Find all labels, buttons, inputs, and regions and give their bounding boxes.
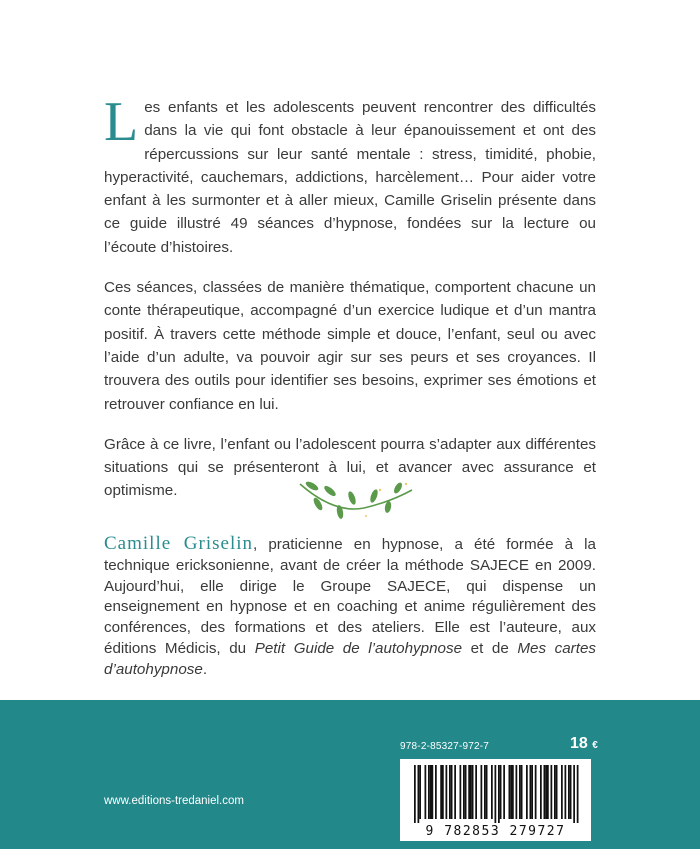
barcode-bar [472, 765, 474, 819]
barcode-bar [442, 765, 444, 819]
barcode-bar [568, 765, 570, 819]
barcode-bar [540, 765, 542, 819]
barcode-bar [460, 765, 462, 819]
book-title-2: Mes cartes d’autohypnose [104, 639, 596, 678]
barcode-bar [510, 765, 512, 819]
barcode-bar [454, 765, 456, 819]
barcode-bar [481, 765, 483, 819]
barcode-bar [491, 765, 493, 819]
barcode-bar [498, 765, 500, 823]
book-title-1: Petit Guide de l’autohypnose [254, 639, 463, 657]
drop-cap: L [104, 91, 139, 153]
barcode-bar [435, 765, 437, 819]
barcode-bar [530, 765, 532, 819]
barcode-bar [516, 765, 518, 819]
blurb-paragraph-1-text: es enfants et les adolescents peuvent rencontrer des difficultés dans la vie qui font obstacle à leur épanouissement et ont des répercussions sur leur santé mentale : stress, timidité, phobie, hyperactivité, cauchemars, addictions, harcèlement… Pour aider votre enfant à les surmonter et à aller mieux, Camille Griselin présente dans ce guide illustré 49 séances d’hypnose, fondées sur la lecture ou l’écoute d’histoires. [104, 99, 596, 256]
barcode-bar [451, 765, 453, 819]
barcode-bar [500, 765, 502, 819]
barcode-bar [531, 765, 533, 819]
barcode-bar [468, 765, 470, 819]
barcode-bar [535, 765, 537, 819]
barcode-bar [561, 765, 563, 819]
blurb [104, 91, 596, 520]
barcode-bar [554, 765, 556, 819]
barcode-bar [449, 765, 451, 819]
barcode-bar [519, 765, 521, 819]
barcode-bar [432, 765, 434, 819]
author-bio-end: . [202, 660, 208, 678]
barcode-digits: 9 782853 279727 [425, 824, 566, 839]
barcode-bar [428, 765, 430, 819]
barcode-bar [521, 765, 523, 819]
barcode-bar [465, 765, 467, 819]
barcode-bar [503, 765, 505, 819]
blurb-paragraph-3: Grâce à ce livre, l’enfant ou l’adolescent pourra s’adapter aux différentes situations qui se présenteront à lui, et avancer avec assurance et optimisme. [104, 435, 596, 500]
barcode-bar [551, 765, 553, 819]
price-tag [570, 735, 598, 753]
barcode-bar [526, 765, 528, 819]
author-bio-text-2: et de [462, 639, 518, 657]
barcode-bar [425, 765, 427, 819]
author-bio-text-1: , praticienne en hypnose, a été formée à la technique ericksonienne, avant de créer la méthode SAJECE en 2009. Aujourd’hui, elle dirige le Groupe SAJECE, qui dispense un enseignement en hypnose et en coaching et anime régulièrement des conférences, des formations et des ateliers. Elle est l’auteure, aux éditions Médicis, du [104, 536, 597, 657]
barcode-bar [573, 765, 575, 823]
barcode-bar [446, 765, 448, 819]
author-bio [104, 534, 596, 681]
barcode-icon [400, 759, 591, 823]
isbn-number: 978-2-85327-972-7 [400, 741, 490, 752]
barcode-bar [545, 765, 547, 819]
barcode-bar [440, 765, 442, 819]
barcode-bar [463, 765, 465, 819]
footer-band [0, 700, 700, 849]
barcode [400, 759, 591, 841]
price-value: 18 [570, 735, 588, 752]
barcode-bar [565, 765, 567, 819]
barcode-bar [484, 765, 486, 819]
barcode-bar [475, 765, 477, 819]
barcode-bar [547, 765, 549, 819]
leaf-branch-icon [294, 474, 418, 522]
blurb-paragraph-1 [104, 91, 596, 259]
barcode-bar [430, 765, 432, 819]
barcode-bar [512, 765, 514, 819]
barcode-bar [486, 765, 488, 819]
barcode-bar [509, 765, 511, 819]
barcode-bar [570, 765, 572, 819]
author-name: Camille Griselin [104, 533, 254, 554]
blurb-paragraph-2: Ces séances, classées de manière thématique, comportent chacune un conte thérapeutique, accompagné d’un exercice ludique et d’un mantra positif. À travers cette méthode simple et douce, l’enfant, seul ou avec l’aide d’un adulte, va pouvoir agir sur ses peurs et ses croyances. Il trouvera des outils pour identifier ses besoins, exprimer ses émotions et retrouver confiance en lui. [104, 279, 596, 413]
barcode-bar [577, 765, 579, 823]
barcode-bar [495, 765, 497, 823]
barcode-bar [470, 765, 472, 819]
barcode-bar [544, 765, 546, 819]
price-currency: € [592, 740, 598, 751]
barcode-bar [556, 765, 558, 819]
barcode-bar [418, 765, 420, 823]
publisher-website: www.editions-tredaniel.com [104, 795, 244, 807]
barcode-bar [419, 765, 421, 819]
barcode-bar [414, 765, 416, 823]
